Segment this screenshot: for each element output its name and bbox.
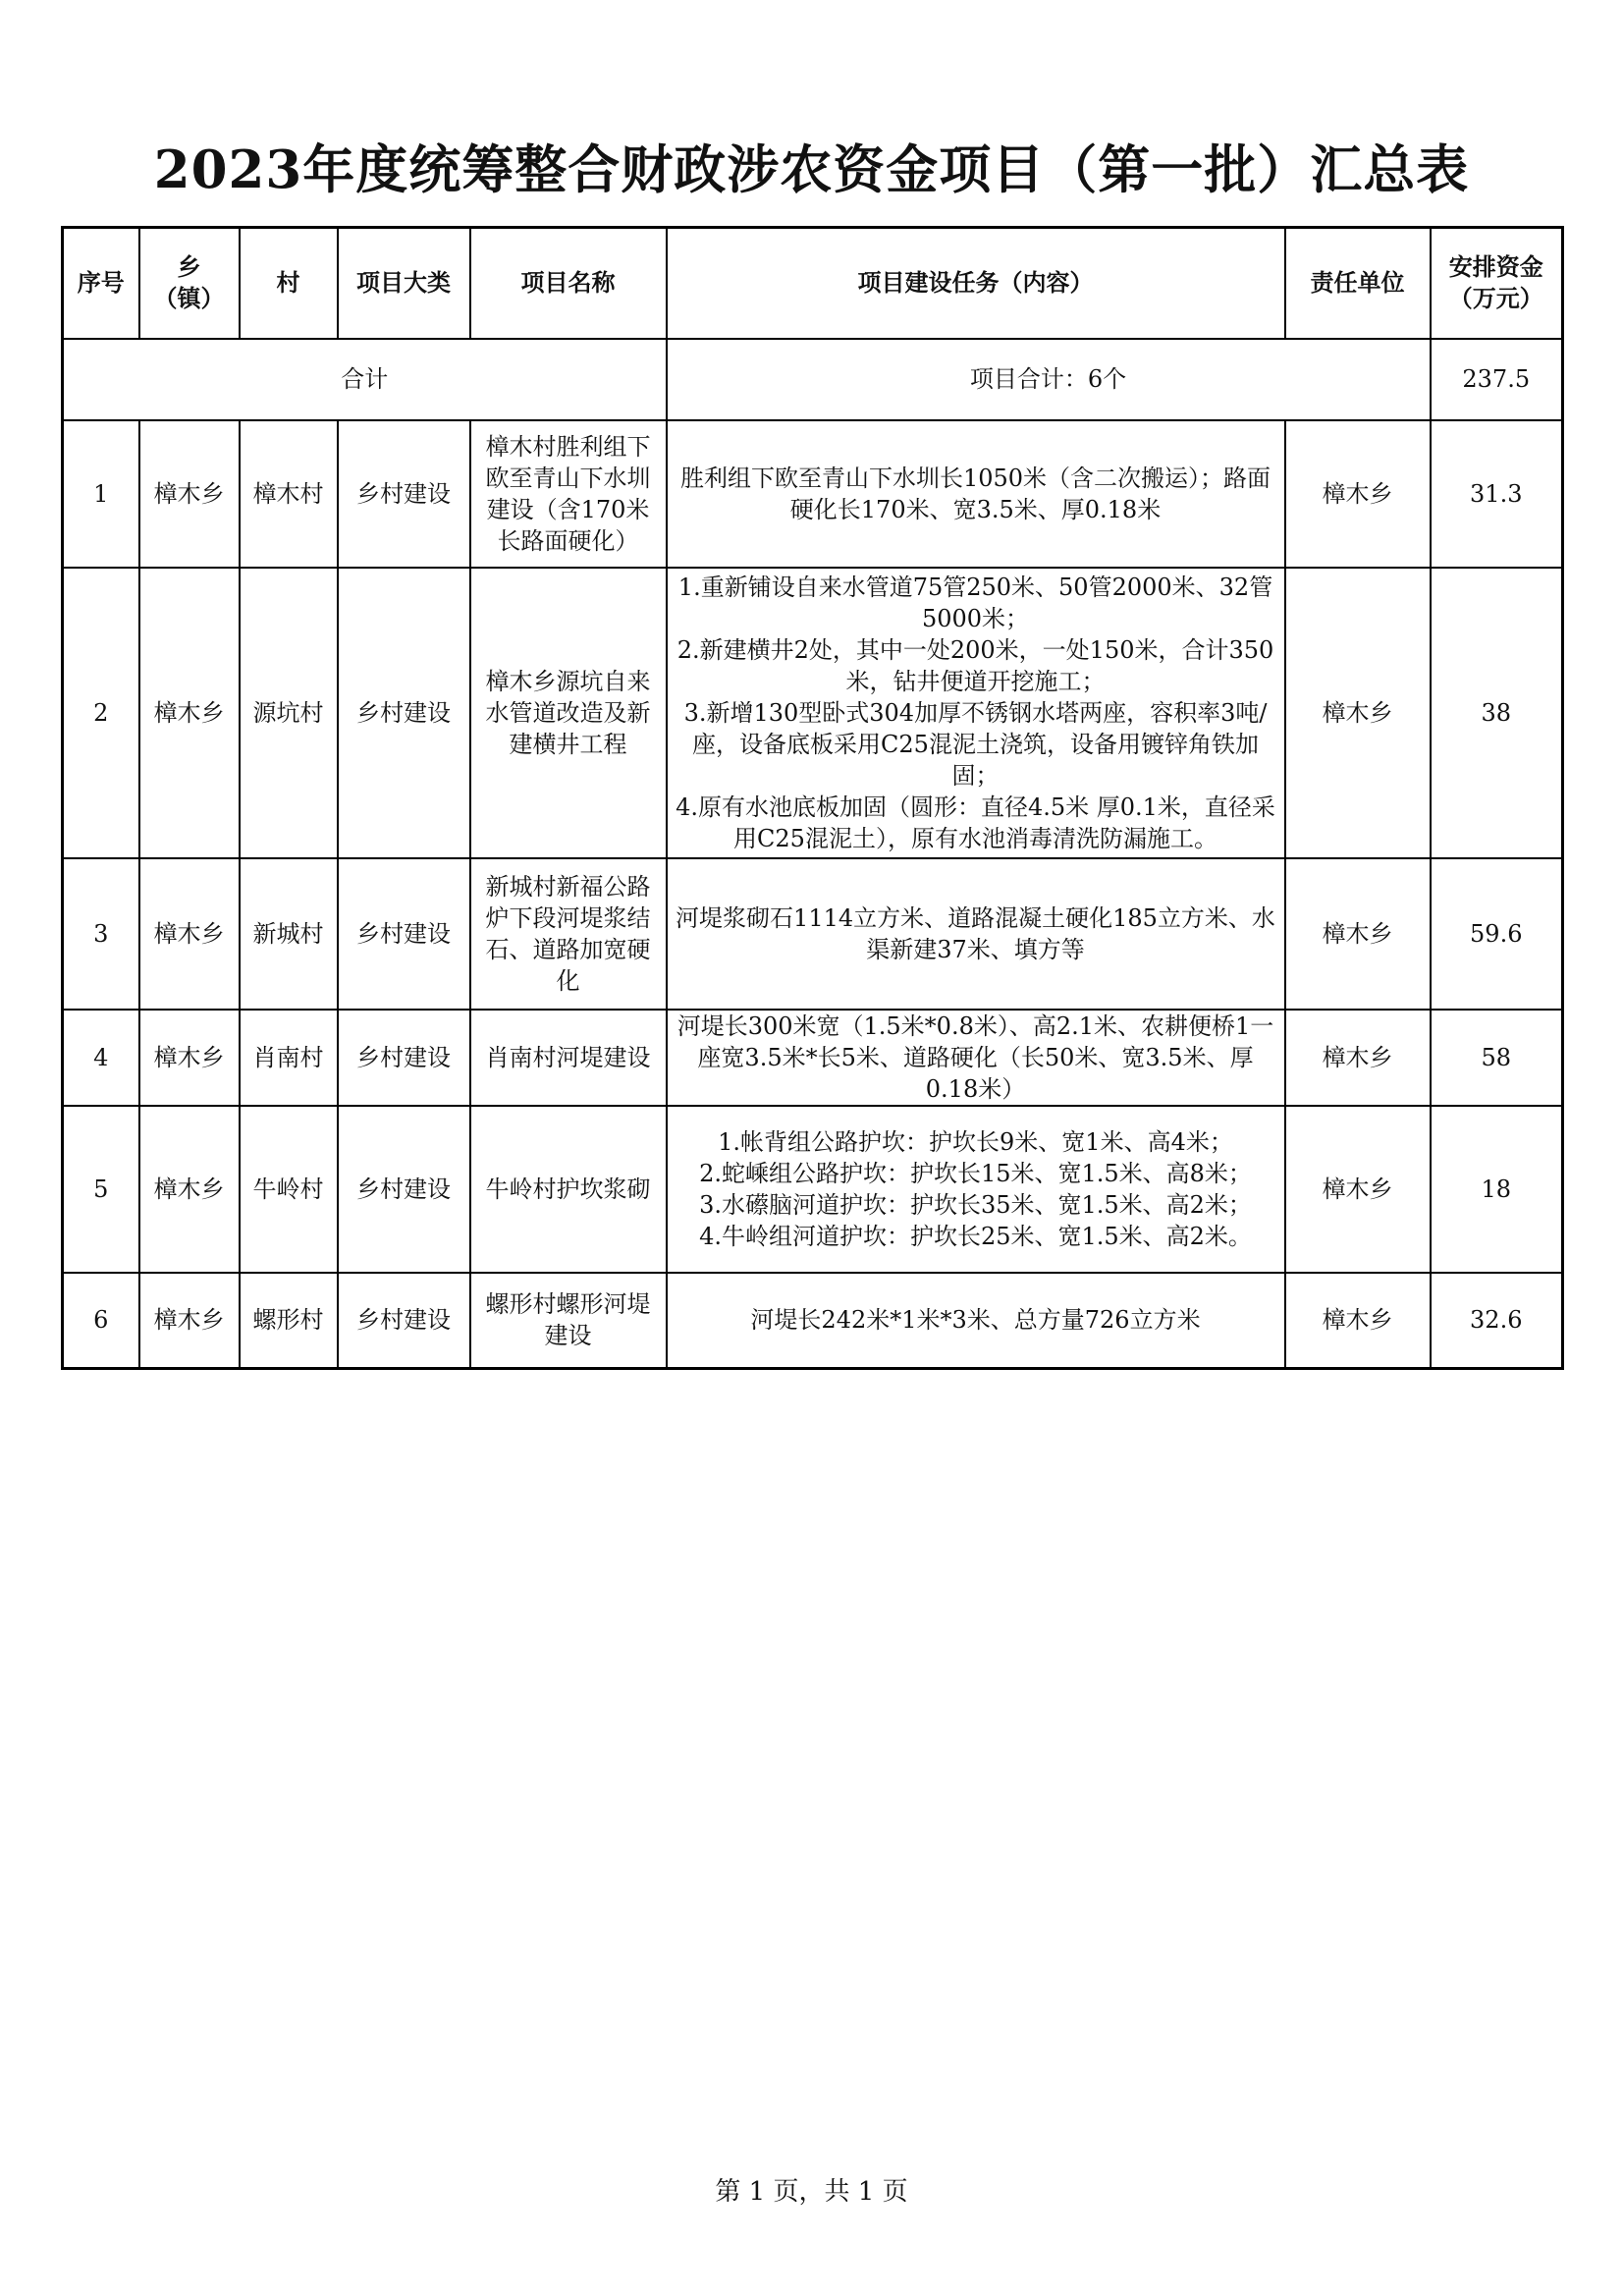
header-task: 项目建设任务（内容）: [667, 228, 1285, 339]
cell-village: 新城村: [240, 858, 338, 1010]
header-seq: 序号: [63, 228, 139, 339]
cell-seq: 1: [63, 420, 139, 568]
cell-unit: 樟木乡: [1285, 568, 1431, 858]
cell-town: 樟木乡: [139, 858, 240, 1010]
cell-town: 樟木乡: [139, 1010, 240, 1106]
cell-unit: 樟木乡: [1285, 1273, 1431, 1369]
cell-category: 乡村建设: [338, 1273, 470, 1369]
cell-unit: 樟木乡: [1285, 858, 1431, 1010]
cell-name: 牛岭村护坎浆砌: [470, 1106, 667, 1273]
cell-task: [667, 568, 1285, 858]
cell-funds: 18: [1431, 1106, 1563, 1273]
table-row: [63, 568, 1563, 858]
page-title: 2023年度统筹整合财政涉农资金项目（第一批）汇总表: [153, 139, 1470, 200]
task-line: 2.蛇嵊组公路护坎：护坎长15米、宽1.5米、高8米；: [699, 1159, 1252, 1187]
table-row: [63, 1273, 1563, 1369]
cell-task: [667, 1010, 1285, 1106]
page-footer: 第 1 页，共 1 页: [715, 2177, 908, 2207]
task-line: 1.重新铺设自来水管道75管250米、50管2000米、32管5000米；: [677, 573, 1273, 632]
cell-task: [667, 420, 1285, 568]
cell-funds: 38: [1431, 568, 1563, 858]
cell-funds: 58: [1431, 1010, 1563, 1106]
task-line: 4.牛岭组河道护坎：护坎长25米、宽1.5米、高2米。: [699, 1222, 1252, 1250]
cell-seq: 6: [63, 1273, 139, 1369]
cell-name: 螺形村螺形河堤建设: [470, 1273, 667, 1369]
cell-name: 樟木村胜利组下欧至青山下水圳建设（含170米长路面硬化）: [470, 420, 667, 568]
task-line: 河堤长242米*1米*3米、总方量726立方米: [750, 1306, 1201, 1335]
cell-seq: 3: [63, 858, 139, 1010]
header-name: 项目名称: [470, 228, 667, 339]
table-row: [63, 858, 1563, 1010]
header-row: [63, 228, 1563, 339]
cell-unit: 樟木乡: [1285, 1106, 1431, 1273]
total-funds: 237.5: [1431, 339, 1563, 420]
header-town-line2: （镇）: [153, 284, 225, 313]
cell-seq: 5: [63, 1106, 139, 1273]
cell-name: 樟木乡源坑自来水管道改造及新建横井工程: [470, 568, 667, 858]
cell-unit: 樟木乡: [1285, 420, 1431, 568]
cell-village: 源坑村: [240, 568, 338, 858]
task-line: 河堤长300米宽（1.5米*0.8米）、高2.1米、农耕便桥1一座宽3.5米*长5米、道路硬化（长50米、宽3.5米、厚0.18米）: [676, 1011, 1274, 1103]
cell-name: 新城村新福公路炉下段河堤浆结石、道路加宽硬化: [470, 858, 667, 1010]
cell-category: 乡村建设: [338, 568, 470, 858]
task-line: 1.帐背组公路护坎：护坎长9米、宽1米、高4米；: [718, 1127, 1233, 1156]
cell-town: 樟木乡: [139, 1106, 240, 1273]
cell-town: 樟木乡: [139, 1273, 240, 1369]
cell-village: 肖南村: [240, 1010, 338, 1106]
task-line: 4.原有水池底板加固（圆形：直径4.5米 厚0.1米，直径采用C25混泥土），原有水池消毒清洗防漏施工。: [676, 793, 1275, 852]
cell-category: 乡村建设: [338, 420, 470, 568]
task-line: 2.新建横井2处，其中一处200米，一处150米，合计350米，钻井便道开挖施工；: [676, 635, 1274, 695]
cell-task: [667, 1106, 1285, 1273]
header-town-line1: 乡: [177, 252, 201, 282]
cell-village: 牛岭村: [240, 1106, 338, 1273]
header-funds-line1: 安排资金: [1448, 252, 1543, 282]
cell-category: 乡村建设: [338, 1106, 470, 1273]
total-label: 合计: [63, 339, 667, 420]
table-row: [63, 1010, 1563, 1106]
header-village: 村: [240, 228, 338, 339]
summary-table: [61, 226, 1564, 1370]
header-unit: 责任单位: [1285, 228, 1431, 339]
cell-name: 肖南村河堤建设: [470, 1010, 667, 1106]
header-funds: [1431, 228, 1563, 339]
cell-village: 螺形村: [240, 1273, 338, 1369]
cell-task: [667, 858, 1285, 1010]
total-project-count: 项目合计：6个: [667, 339, 1431, 420]
cell-seq: 2: [63, 568, 139, 858]
cell-funds: 31.3: [1431, 420, 1563, 568]
cell-town: 樟木乡: [139, 420, 240, 568]
cell-funds: 59.6: [1431, 858, 1563, 1010]
cell-seq: 4: [63, 1010, 139, 1106]
cell-task: [667, 1273, 1285, 1369]
total-row: [63, 339, 1563, 420]
header-funds-line2: （万元）: [1448, 284, 1543, 313]
header-category: 项目大类: [338, 228, 470, 339]
cell-category: 乡村建设: [338, 1010, 470, 1106]
task-line: 胜利组下欧至青山下水圳长1050米（含二次搬运）；路面硬化长170米、宽3.5米、厚0.18米: [679, 464, 1271, 523]
task-line: 3.新增130型卧式304加厚不锈钢水塔两座，容积率3吨/座，设备底板采用C25混泥土浇筑，设备用镀锌角铁加固；: [683, 698, 1268, 790]
cell-village: 樟木村: [240, 420, 338, 568]
cell-category: 乡村建设: [338, 858, 470, 1010]
cell-town: 樟木乡: [139, 568, 240, 858]
table-row: [63, 420, 1563, 568]
header-town: [139, 228, 240, 339]
cell-funds: 32.6: [1431, 1273, 1563, 1369]
table-row: [63, 1106, 1563, 1273]
task-line: 河堤浆砌石1114立方米、道路混凝土硬化185立方米、水渠新建37米、填方等: [676, 903, 1275, 963]
task-line: 3.水礤脑河道护坎：护坎长35米、宽1.5米、高2米；: [699, 1190, 1252, 1219]
cell-unit: 樟木乡: [1285, 1010, 1431, 1106]
